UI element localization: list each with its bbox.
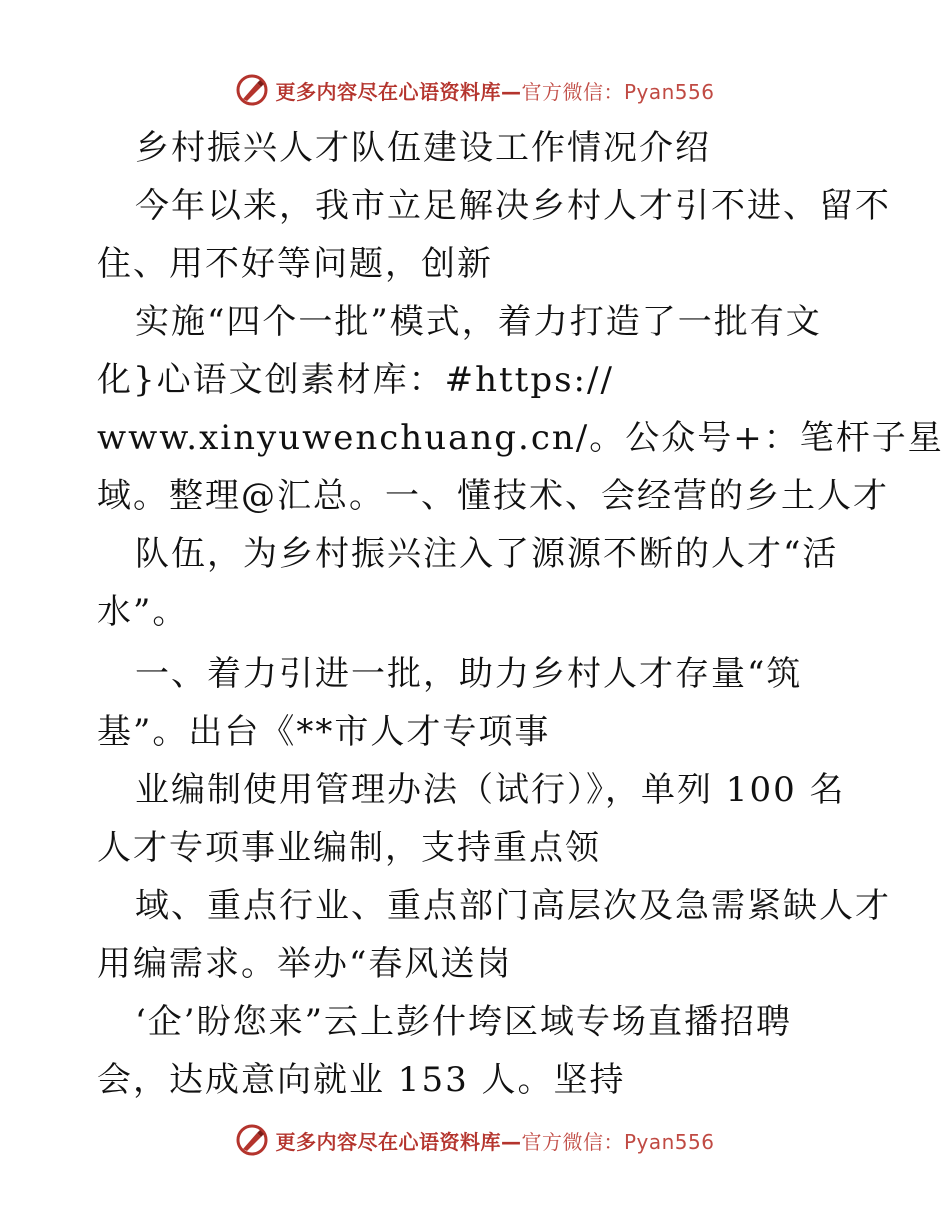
- paragraph-line: 人才专项事业编制，支持重点领: [97, 828, 601, 868]
- paragraph-line: 用编需求。举办“春风送岗: [97, 944, 513, 984]
- watermark-title: 更多内容尽在心语资料库: [275, 1129, 501, 1154]
- section-heading-line: 一、着力引进一批，助力乡村人才存量“筑: [135, 654, 803, 694]
- paragraph-line: 住、用不好等问题，创新: [97, 244, 493, 284]
- paragraph-line: ‘企’盼您来”云上彭什垮区域专场直播招聘: [135, 1002, 792, 1042]
- paragraph-line: 队伍，为乡村振兴注入了源源不断的人才“活: [135, 534, 839, 574]
- watermark-header: [0, 70, 950, 110]
- watermark-dash: —: [500, 1129, 522, 1154]
- paragraph-line: 域。整理@汇总。一、懂技术、会经营的乡土人才: [97, 476, 889, 516]
- watermark-title: 更多内容尽在心语资料库: [275, 79, 501, 104]
- paragraph-line: www.xinyuwenchuang.cn/。公众号+：笔杆子星: [97, 418, 944, 458]
- paragraph-line: 水”。: [97, 592, 189, 632]
- paragraph-line: 域、重点行业、重点部门高层次及急需紧缺人才: [135, 886, 891, 926]
- paragraph-line: 今年以来，我市立足解决乡村人才引不进、留不: [135, 186, 891, 226]
- document-title: 乡村振兴人才队伍建设工作情况介绍: [135, 128, 711, 168]
- paragraph-line: 化}心语文创素材库：#https://: [97, 360, 614, 400]
- paragraph-line: 基”。出台《**市人才专项事: [97, 712, 551, 752]
- watermark-contact: 官方微信：Pyan556: [521, 1129, 715, 1154]
- watermark-footer: [0, 1120, 950, 1160]
- paragraph-line: 业编制使用管理办法（试行）》，单列 100 名: [135, 770, 846, 810]
- watermark-text: [275, 1126, 714, 1155]
- watermark-contact: 官方微信：Pyan556: [521, 79, 715, 104]
- paragraph-line: 会，达成意向就业 153 人。坚持: [97, 1060, 626, 1100]
- pen-logo-icon: [235, 1123, 269, 1157]
- watermark-text: [275, 76, 714, 105]
- pen-logo-icon: [235, 73, 269, 107]
- watermark-dash: —: [500, 79, 522, 104]
- paragraph-line: 实施“四个一批”模式，着力打造了一批有文: [135, 302, 822, 342]
